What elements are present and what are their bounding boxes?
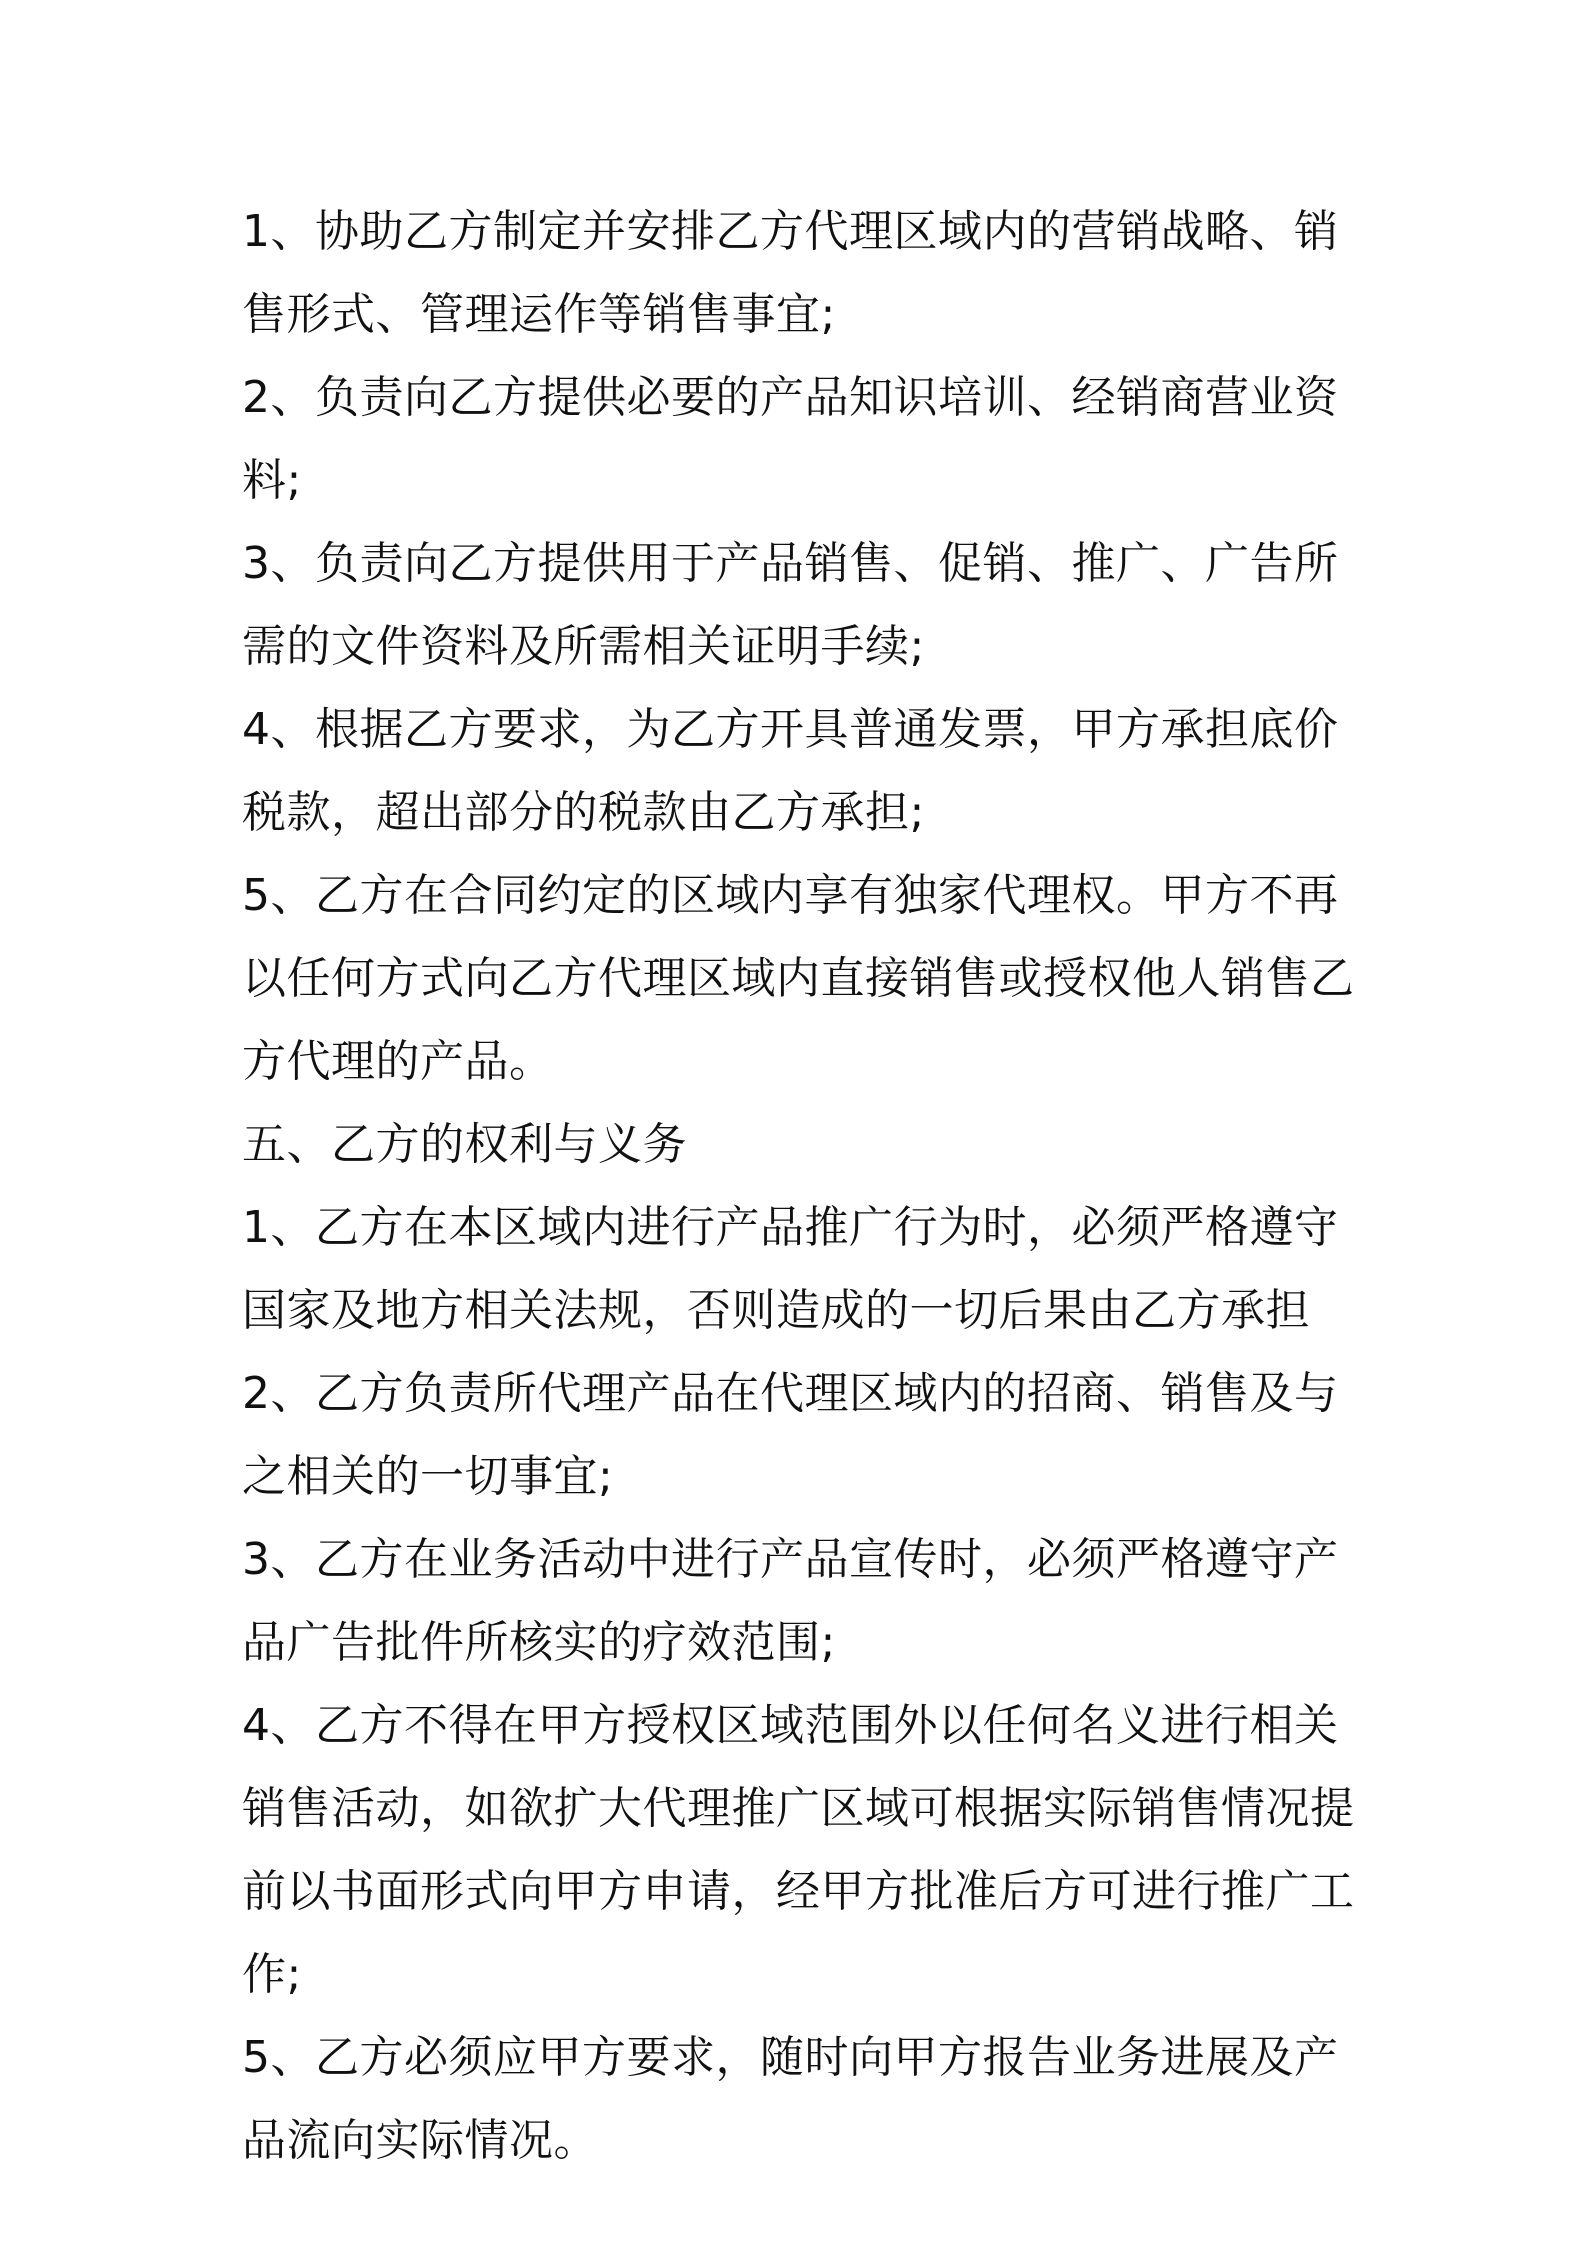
section-heading: 五、乙方的权利与义务 (242, 1119, 687, 1170)
clause-b2: 2、乙方负责所代理产品在代理区域内的招商、销售及与之相关的一切事宜; (242, 1368, 1339, 1502)
clause-a3: 3、负责向乙方提供用于产品销售、促销、推广、广告所需的文件资料及所需相关证明手续; (242, 538, 1339, 672)
clause-a1: 1、协助乙方制定并安排乙方代理区域内的营销战略、销售形式、管理运作等销售事宜; (242, 206, 1339, 340)
clause-a5: 5、乙方在合同约定的区域内享有独家代理权。甲方不再以任何方式向乙方代理区域内直接销售或授权他人销售乙方代理的产品。 (242, 870, 1355, 1087)
document-body (242, 190, 1362, 2182)
clause-b1: 1、乙方在本区域内进行产品推广行为时，必须严格遵守国家及地方相关法规，否则造成的一切后果由乙方承担 (242, 1202, 1339, 1336)
clause-b5: 5、乙方必须应甲方要求，随时向甲方报告业务进展及产品流向实际情况。 (242, 2032, 1339, 2166)
clause-a4: 4、根据乙方要求，为乙方开具普通发票，甲方承担底价税款，超出部分的税款由乙方承担; (242, 704, 1339, 838)
clause-b3: 3、乙方在业务活动中进行产品宣传时，必须严格遵守产品广告批件所核实的疗效范围; (242, 1534, 1339, 1668)
clause-a2: 2、负责向乙方提供必要的产品知识培训、经销商营业资料; (242, 372, 1339, 506)
clause-b4: 4、乙方不得在甲方授权区域范围外以任何名义进行相关销售活动，如欲扩大代理推广区域可根据实际销售情况提前以书面形式向甲方申请，经甲方批准后方可进行推广工作; (242, 1700, 1355, 2000)
